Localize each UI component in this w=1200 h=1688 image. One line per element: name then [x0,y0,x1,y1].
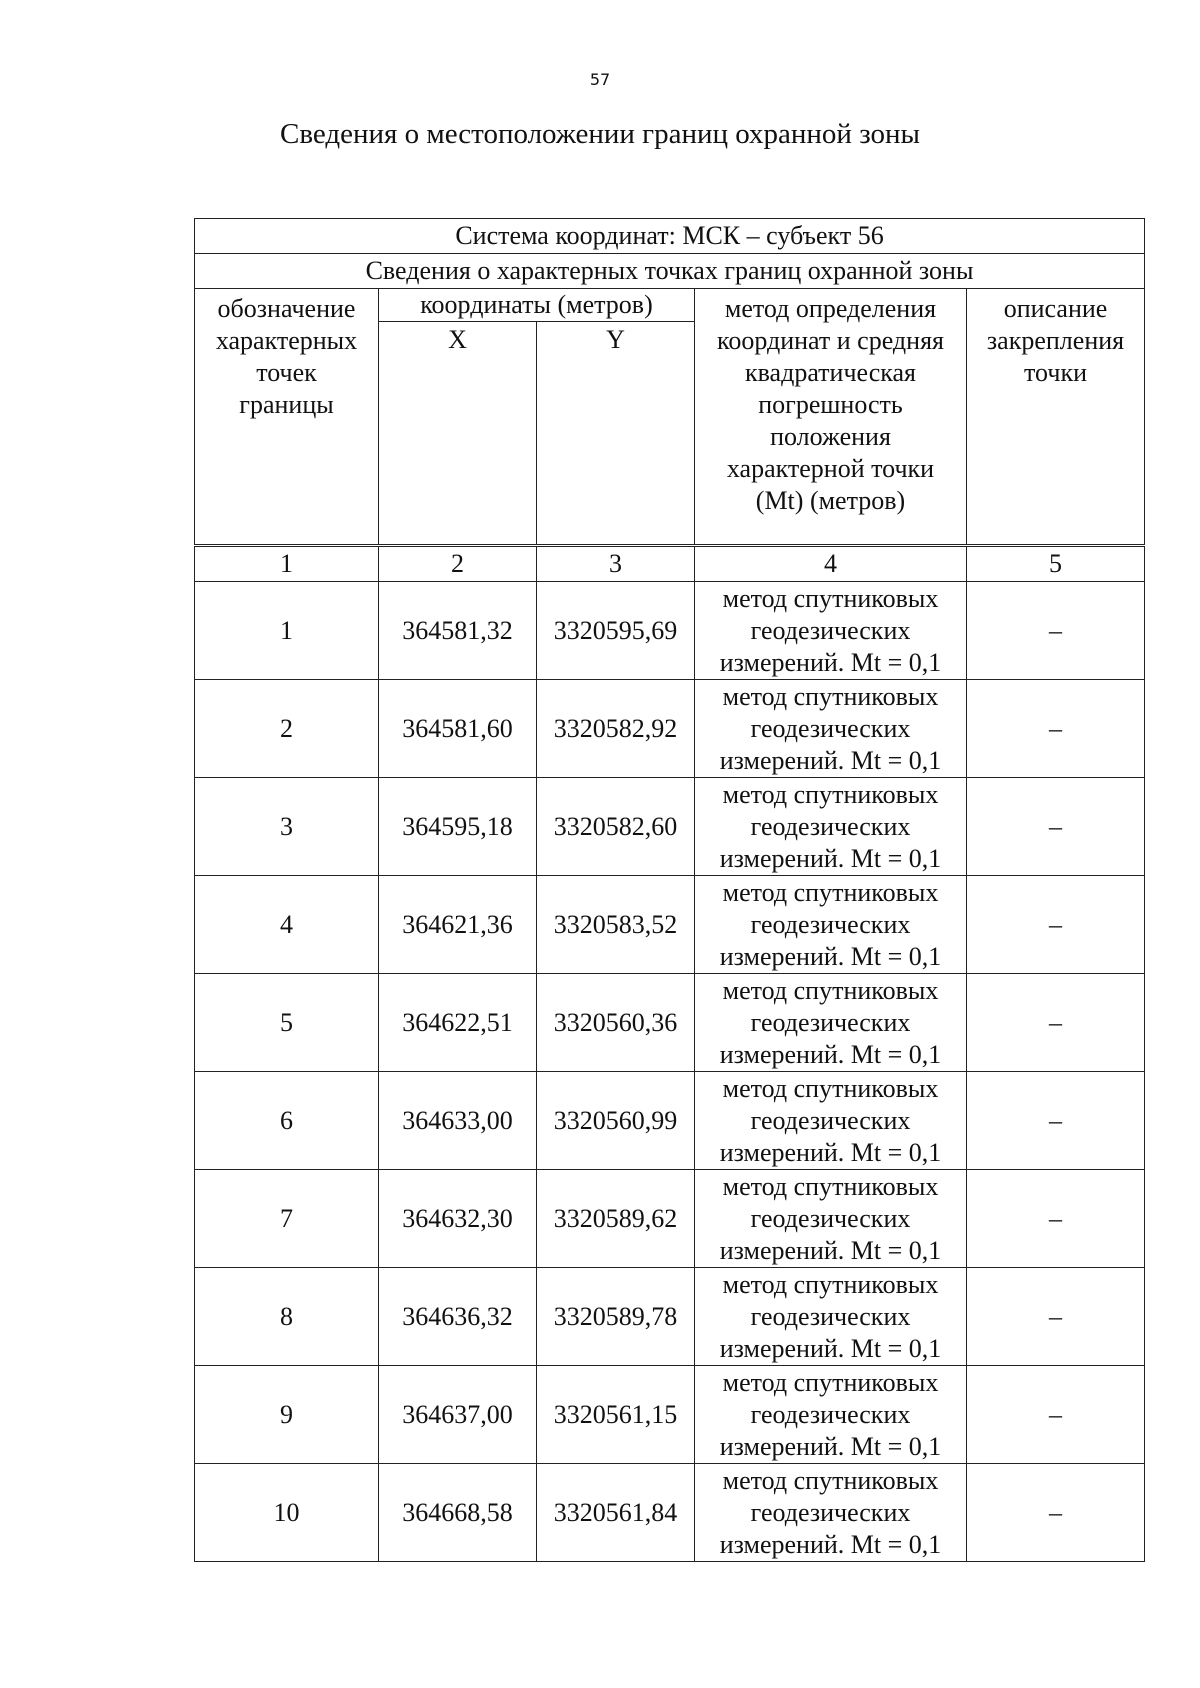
method-line: измерений. Mt = 0,1 [719,647,942,677]
x-coordinate-cell: 364636,32 [379,1268,537,1366]
section-header-row [195,254,1145,289]
fixing-cell: – [967,582,1145,680]
coordinates-table-container [194,218,1144,1562]
method-line: измерений. Mt = 0,1 [719,1333,942,1363]
method-cell [695,680,967,778]
x-coordinate-cell: 364668,58 [379,1464,537,1562]
header-line: точки [1024,358,1087,387]
x-coordinate-cell: 364581,60 [379,680,537,778]
method-line: геодезических [750,1497,911,1527]
header-line: положения [770,422,891,451]
table-row [195,1072,1145,1170]
header-line: характерных [215,326,358,355]
column-number: 3 [537,546,695,582]
x-header: X [379,322,537,546]
method-cell [695,974,967,1072]
table-row [195,582,1145,680]
table-row [195,974,1145,1072]
fixing-cell: – [967,1464,1145,1562]
header-line: точек [256,358,317,387]
table-row [195,778,1145,876]
fixing-cell: – [967,1170,1145,1268]
method-cell [695,778,967,876]
method-line: измерений. Mt = 0,1 [719,1235,942,1265]
method-line: измерений. Mt = 0,1 [719,745,942,775]
method-line: геодезических [750,615,911,645]
method-line: метод спутниковых [722,1269,939,1299]
header-line: погрешность [758,390,903,419]
column-numbers-row [195,546,1145,582]
method-cell [695,582,967,680]
column-header-row [195,289,1145,322]
method-cell [695,1170,967,1268]
method-line: метод спутниковых [722,779,939,809]
method-line: метод спутниковых [722,1171,939,1201]
header-line: квадратическая [744,358,917,387]
y-coordinate-cell: 3320582,92 [537,680,695,778]
section-header: Сведения о характерных точках границ охранной зоны [195,254,1145,289]
method-line: геодезических [750,1301,911,1331]
coordinates-header: координаты (метров) [379,289,695,322]
method-line: геодезических [750,1007,911,1037]
point-number-cell: 2 [195,680,379,778]
table-row [195,1464,1145,1562]
page-title: Сведения о местоположении границ охранной зоны [279,118,920,150]
method-line: измерений. Mt = 0,1 [719,843,942,873]
x-coordinate-cell: 364632,30 [379,1170,537,1268]
table-row [195,680,1145,778]
y-coordinate-cell: 3320595,69 [537,582,695,680]
designation-header [195,289,379,546]
method-line: метод спутниковых [722,1367,939,1397]
method-line: измерений. Mt = 0,1 [719,1137,942,1167]
y-coordinate-cell: 3320589,62 [537,1170,695,1268]
fixing-cell: – [967,876,1145,974]
method-line: геодезических [750,1105,911,1135]
method-line: метод спутниковых [722,975,939,1005]
x-coordinate-cell: 364622,51 [379,974,537,1072]
table-row [195,1170,1145,1268]
header-line: обозначение [217,294,356,323]
x-coordinate-cell: 364595,18 [379,778,537,876]
x-coordinate-cell: 364581,32 [379,582,537,680]
header-line: закрепления [986,326,1125,355]
y-header: Y [537,322,695,546]
method-line: геодезических [750,1399,911,1429]
coordinates-table [194,218,1145,1562]
method-line: метод спутниковых [722,1465,939,1495]
header-line: характерной точки [726,454,935,483]
x-coordinate-cell: 364621,36 [379,876,537,974]
method-line: измерений. Mt = 0,1 [719,1431,942,1461]
method-line: метод спутниковых [722,681,939,711]
method-line: метод спутниковых [722,1073,939,1103]
y-coordinate-cell: 3320560,36 [537,974,695,1072]
method-cell [695,1464,967,1562]
y-coordinate-cell: 3320582,60 [537,778,695,876]
page-number: 57 [589,70,611,89]
header-line: описание [1003,294,1108,323]
coordinate-system-header: Система координат: МСК – субъект 56 [195,219,1145,254]
method-line: метод спутниковых [722,583,939,613]
method-line: геодезических [750,811,911,841]
table-row [195,1366,1145,1464]
method-line: геодезических [750,713,911,743]
table-row [195,876,1145,974]
point-number-cell: 1 [195,582,379,680]
point-number-cell: 6 [195,1072,379,1170]
method-cell [695,1366,967,1464]
method-line: геодезических [750,1203,911,1233]
method-line: метод спутниковых [722,877,939,907]
fixing-cell: – [967,1366,1145,1464]
fixing-cell: – [967,680,1145,778]
column-number: 4 [695,546,967,582]
point-number-cell: 4 [195,876,379,974]
y-coordinate-cell: 3320561,15 [537,1366,695,1464]
method-line: геодезических [750,909,911,939]
fixing-cell: – [967,1268,1145,1366]
method-line: измерений. Mt = 0,1 [719,1039,942,1069]
header-line: координат и средняя [717,326,944,355]
column-number: 1 [195,546,379,582]
method-header [695,289,967,546]
method-line: измерений. Mt = 0,1 [719,941,942,971]
point-number-cell: 10 [195,1464,379,1562]
fixing-header [967,289,1145,546]
header-line: метод определения [724,294,937,323]
method-line: измерений. Mt = 0,1 [719,1529,942,1559]
y-coordinate-cell: 3320589,78 [537,1268,695,1366]
fixing-cell: – [967,974,1145,1072]
header-line: (Mt) (метров) [755,486,906,515]
point-number-cell: 3 [195,778,379,876]
method-cell [695,1072,967,1170]
header-line: границы [239,390,334,419]
y-coordinate-cell: 3320560,99 [537,1072,695,1170]
point-number-cell: 8 [195,1268,379,1366]
x-coordinate-cell: 364637,00 [379,1366,537,1464]
fixing-cell: – [967,1072,1145,1170]
point-number-cell: 7 [195,1170,379,1268]
point-number-cell: 9 [195,1366,379,1464]
coordinate-system-row [195,219,1145,254]
fixing-cell: – [967,778,1145,876]
column-number: 5 [967,546,1145,582]
x-coordinate-cell: 364633,00 [379,1072,537,1170]
table-row [195,1268,1145,1366]
y-coordinate-cell: 3320561,84 [537,1464,695,1562]
method-cell [695,876,967,974]
method-cell [695,1268,967,1366]
column-number: 2 [379,546,537,582]
y-coordinate-cell: 3320583,52 [537,876,695,974]
point-number-cell: 5 [195,974,379,1072]
